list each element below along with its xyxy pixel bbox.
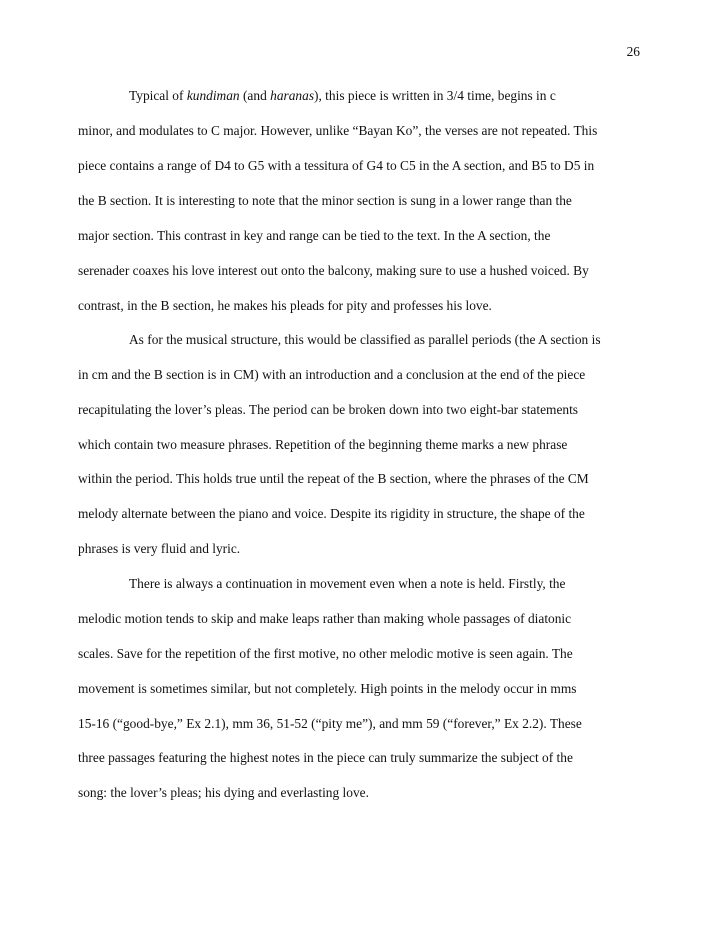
text-line [78,123,597,139]
text-run: serenader coaxes his love interest out onto the balcony, making sure to use a hushed voiced. By [78,263,589,278]
text-run: the B section. It is interesting to note that the minor section is sung in a lower range than the [78,193,572,208]
text-line [129,332,601,348]
text-run: three passages featuring the highest notes in the piece can truly summarize the subject of the [78,750,573,765]
text-line [78,646,573,662]
text-line [78,228,550,244]
text-line [78,716,582,732]
text-line [78,506,585,522]
text-run: piece contains a range of D4 to G5 with a tessitura of G4 to C5 in the A section, and B5 to D5 in [78,158,595,173]
text-run: 15-16 (“good-bye,” Ex 2.1), mm 36, 51-52 (“pity me”), and mm 59 (“forever,” Ex 2.2). These [78,716,582,731]
text-line [129,576,565,592]
text-line [78,471,589,487]
text-run: phrases is very fluid and lyric. [78,541,241,556]
text-line [78,367,585,383]
text-run: in cm and the B section is in CM) with an introduction and a conclusion at the end of the piece [78,367,586,382]
text-line [78,611,571,627]
text-run: minor, and modulates to C major. However, unlike “Bayan Ko”, the verses are not repeated. This [78,123,598,138]
text-run: As for the musical structure, this would be classified as parallel periods (the A section is [129,332,601,347]
text-run: recapitulating the lover’s pleas. The period can be broken down into two eight-bar statements [78,402,579,417]
text-run: ), this piece is written in 3/4 time, begins in c [314,88,556,103]
text-run: major section. This contrast in key and range can be tied to the text. In the A section, the [78,228,551,243]
text-run: melody alternate between the piano and voice. Despite its rigidity in structure, the shape of the [78,506,585,521]
text-run: melodic motion tends to skip and make leaps rather than making whole passages of diatonic [78,611,572,626]
text-line [78,263,589,279]
italic-term: kundiman [186,88,240,103]
text-run: (and [239,88,271,103]
text-line [78,402,578,418]
text-line [78,785,369,801]
text-line [78,298,492,314]
text-run: Typical of [129,88,187,103]
text-line [129,88,556,104]
text-run: which contain two measure phrases. Repetition of the beginning theme marks a new phrase [78,437,568,452]
text-line [78,193,572,209]
text-line [78,681,576,697]
text-run: contrast, in the B section, he makes his pleads for pity and professes his love. [78,298,492,313]
text-run: within the period. This holds true until the repeat of the B section, where the phrases of the CM [78,471,589,486]
text-line [78,541,240,557]
text-line [78,750,573,766]
italic-term: haranas [270,88,315,103]
text-line [78,437,567,453]
text-line [78,158,594,174]
text-run: There is always a continuation in movement even when a note is held. Firstly, the [129,576,566,591]
text-run: song: the lover’s pleas; his dying and everlasting love. [78,785,369,800]
page-number: 26 [626,44,640,59]
text-run: scales. Save for the repetition of the first motive, no other melodic motive is seen again. The [78,646,573,661]
text-run: movement is sometimes similar, but not completely. High points in the melody occur in mms [78,681,577,696]
